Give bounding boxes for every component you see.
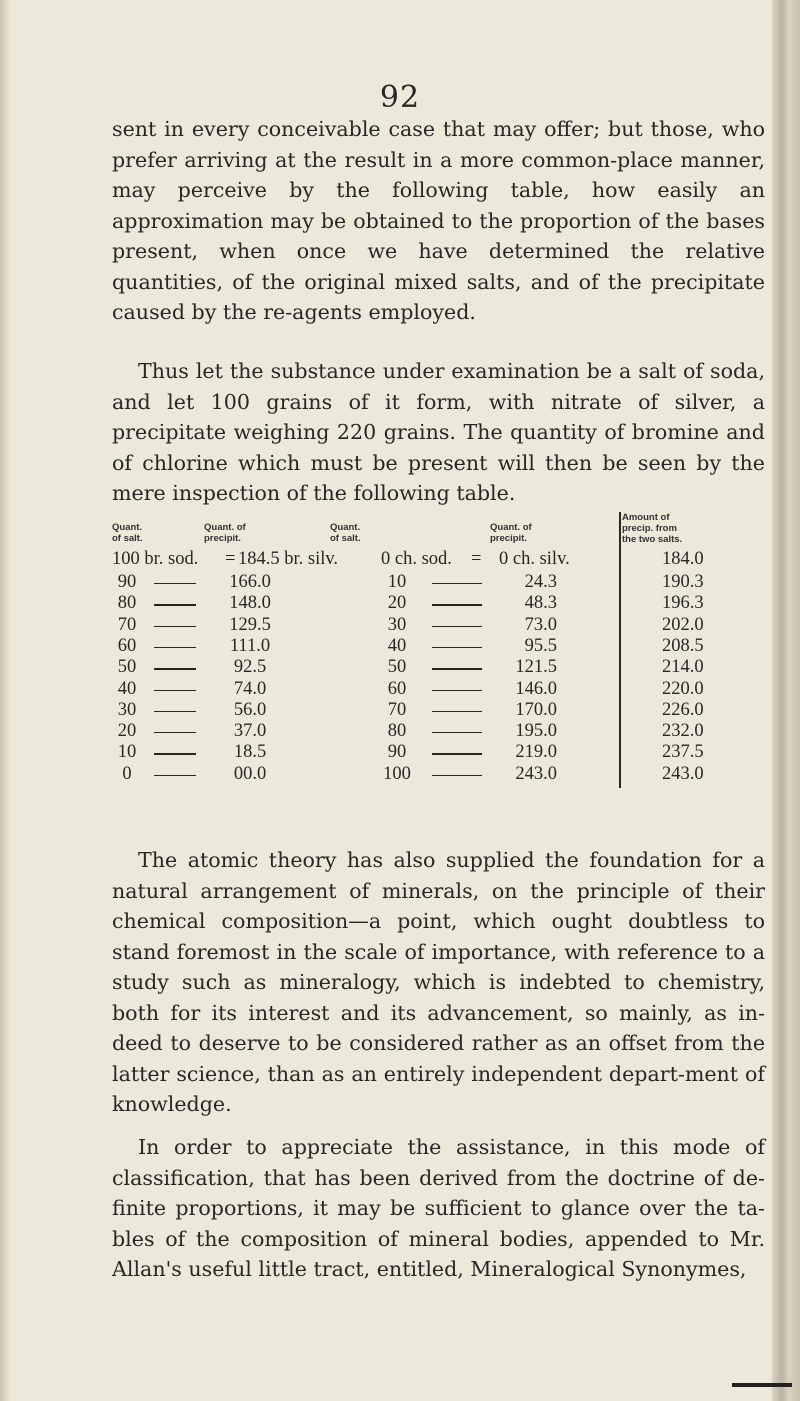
paragraph-3: The atomic theory has also supplied the foundation for a natural arrangement of minerals, on the principle of their chemical composition—a point, which ought doubtless to stand foremost in the scale of importance, with reference to a study such as mineralogy, which is indebted to chemistry, both for its interest and its advancement, so mainly, as in-deed to deserve to be considered rather as an offset from the latter science, than as an entirely independent depart-ment of knowledge. (112, 848, 765, 1116)
amount-precip-total: 202.0 (662, 614, 704, 635)
first-equals-2: = (471, 549, 482, 569)
quant-precip-bromide: 111.0 (229, 635, 271, 656)
amount-precip-total: 226.0 (662, 699, 704, 720)
quant-precip-bromide: 56.0 (233, 699, 267, 720)
dash-separator (154, 668, 196, 669)
quant-salt-bromide: 10 (117, 742, 137, 763)
dash-separator (432, 604, 482, 605)
dash-separator (154, 647, 196, 648)
quant-precip-chloride: 95.5 (524, 635, 557, 656)
quant-precip-chloride: 195.0 (515, 721, 557, 742)
paragraph-4: In order to appreciate the assistance, in this mode of classification, that has been derived from the doctrine of de-finite proportions, it may be sufficient to glance over the ta-bles of the composition of mineral bodies, appended to Mr. Allan's useful little tract, entitled, Mineralogical Synonymes, (112, 1135, 765, 1281)
header-quant-precip-1: Quant. of precipit. (204, 522, 246, 544)
amount-precip-total: 243.0 (662, 763, 704, 784)
quant-salt-chloride: 60 (387, 678, 407, 699)
quant-salt-bromide: 70 (117, 614, 137, 635)
quant-salt-chloride: 50 (387, 657, 407, 678)
amount-precip-total: 208.5 (662, 635, 704, 656)
quant-precip-bromide: 37.0 (233, 721, 267, 742)
amount-precip-total: 190.3 (662, 572, 704, 592)
first-equals: = (225, 549, 236, 569)
quant-precip-bromide: 166.0 (229, 572, 271, 592)
quant-precip-bromide: 18.5 (233, 742, 267, 763)
paragraph-1: sent in every conceivable case that may offer; but those, who prefer arriving at the result in a more common-place manner, may perceive by the following table, how easily an approximation may be obtained to the proportion of the bases present, when once we have determined the relative quantities, of the original mixed salts, and of the precipitate caused by the re-agents employed. (112, 117, 765, 324)
dash-separator (154, 711, 196, 712)
header-quant-salt-2: Quant. of salt. (330, 522, 361, 544)
dash-separator (432, 668, 482, 669)
dash-separator (154, 690, 196, 691)
quant-salt-bromide: 20 (117, 721, 137, 742)
paragraph-2: Thus let the substance under examination be a salt of soda, and let 100 grains of it form, with nitrate of silver, a precipitate weighing 220 grains. The quantity of bromine and of chlorine which must be present will then be seen by the mere inspection of the following table. (112, 359, 765, 505)
quant-salt-chloride: 40 (387, 635, 407, 656)
header-quant-salt-1: Quant. of salt. (112, 522, 143, 544)
quant-salt-bromide: 80 (117, 593, 137, 614)
first-precip-chloride: 0 ch. silv. (499, 549, 570, 569)
quant-precip-chloride: 170.0 (515, 699, 557, 720)
page-number: 92 (379, 80, 421, 115)
header-amount-precip: Amount of precip. from the two salts. (622, 512, 683, 545)
quant-precip-bromide: 92.5 (233, 657, 267, 678)
page-right-edge (772, 0, 800, 1401)
amount-precip-total: 220.0 (662, 678, 704, 699)
quant-salt-bromide: 50 (117, 657, 137, 678)
quant-precip-bromide: 129.5 (229, 614, 271, 635)
dash-separator (154, 604, 196, 605)
dash-separator (432, 647, 482, 648)
quant-salt-bromide: 0 (122, 763, 132, 784)
quant-salt-chloride: 10 (387, 572, 407, 592)
dash-separator (432, 753, 482, 754)
dash-separator (154, 626, 196, 627)
amount-precip-total: 232.0 (662, 721, 704, 742)
first-precip-bromide: 184.5 br. silv. (238, 549, 339, 569)
header-quant-precip-2: Quant. of precipit. (490, 522, 532, 544)
first-salt-chloride: 0 ch. sod. (381, 549, 452, 569)
bromine-chlorine-table (112, 512, 772, 792)
quant-precip-chloride: 73.0 (524, 614, 557, 635)
dash-separator (154, 753, 196, 754)
amount-precip-total: 214.0 (662, 657, 704, 678)
quant-precip-chloride: 219.0 (515, 742, 557, 763)
dash-separator (432, 775, 482, 776)
quant-precip-chloride: 24.3 (524, 572, 557, 592)
dash-separator (154, 583, 196, 584)
dash-separator (432, 711, 482, 712)
quant-salt-chloride: 100 (383, 763, 411, 784)
quant-precip-bromide: 74.0 (233, 678, 267, 699)
dash-separator (432, 583, 482, 584)
quant-salt-bromide: 30 (117, 699, 137, 720)
quant-precip-chloride: 48.3 (524, 593, 557, 614)
page-left-edge (0, 0, 10, 1401)
quant-salt-chloride: 90 (387, 742, 407, 763)
quant-salt-chloride: 70 (387, 699, 407, 720)
first-total: 184.0 (662, 549, 704, 569)
quant-precip-bromide: 00.0 (233, 763, 267, 784)
quant-salt-bromide: 40 (117, 678, 137, 699)
binding-mark (732, 1383, 792, 1387)
column-divider (619, 512, 621, 788)
amount-precip-total: 237.5 (662, 742, 704, 763)
dash-separator (432, 626, 482, 627)
quant-precip-chloride: 146.0 (515, 678, 557, 699)
dash-separator (432, 690, 482, 691)
dash-separator (432, 732, 482, 733)
quant-salt-bromide: 90 (117, 572, 137, 592)
quant-salt-chloride: 20 (387, 593, 407, 614)
quant-salt-bromide: 60 (117, 635, 137, 656)
quant-precip-chloride: 121.5 (515, 657, 557, 678)
quant-salt-chloride: 30 (387, 614, 407, 635)
quant-precip-bromide: 148.0 (229, 593, 271, 614)
quant-precip-chloride: 243.0 (515, 763, 557, 784)
amount-precip-total: 196.3 (662, 593, 704, 614)
dash-separator (154, 775, 196, 776)
quant-salt-chloride: 80 (387, 721, 407, 742)
first-salt-bromide: 100 br. sod. (112, 549, 199, 569)
dash-separator (154, 732, 196, 733)
